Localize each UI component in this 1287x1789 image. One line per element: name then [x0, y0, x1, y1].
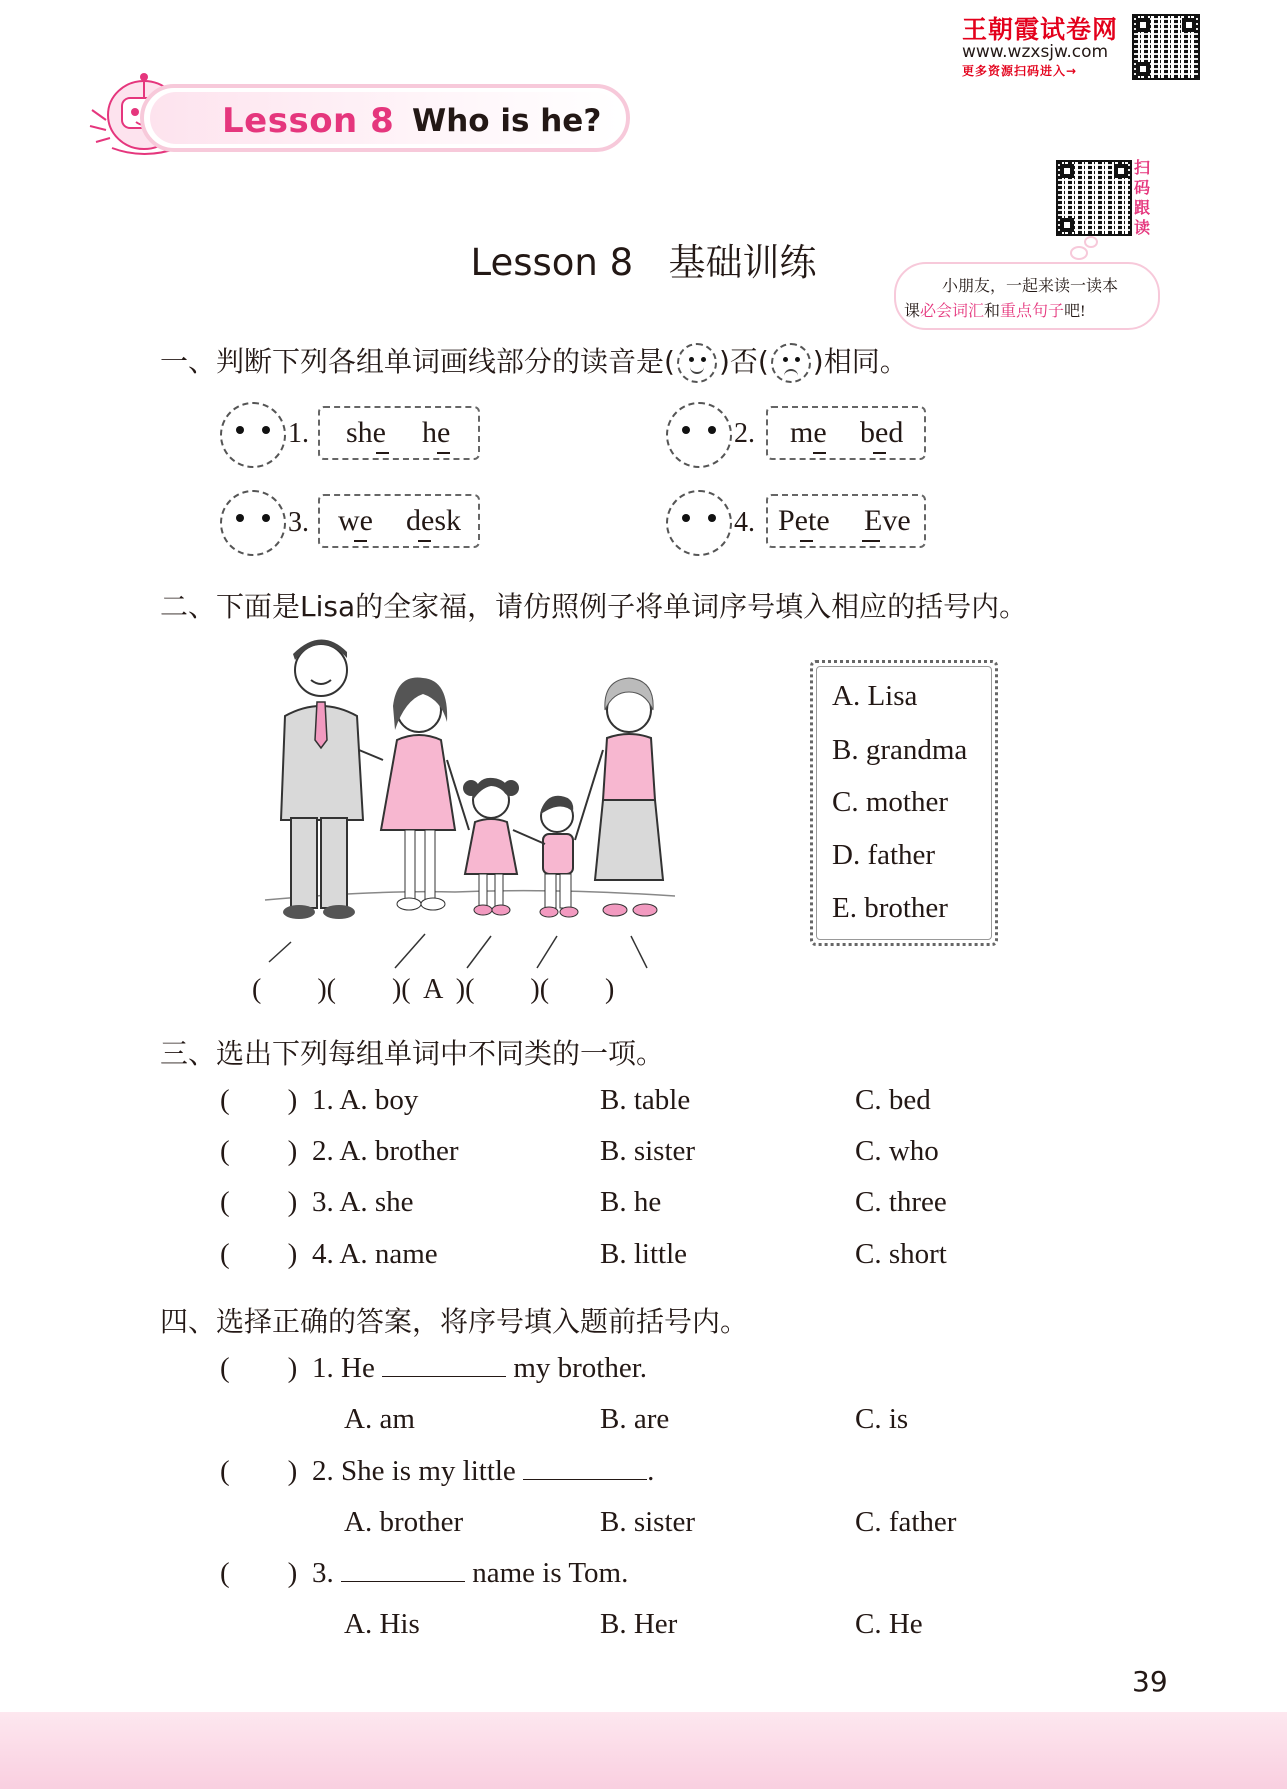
word: he: [422, 416, 451, 449]
qr-code-icon[interactable]: [1132, 14, 1200, 80]
item-number: 1.: [288, 418, 309, 449]
section-3-heading: 三、选出下列每组单词中不同类的一项。: [160, 1037, 665, 1070]
page-number: 39: [1132, 1665, 1168, 1698]
family-answer-blanks[interactable]: ( )( )( A )( )( ): [252, 974, 615, 1005]
scan-qr-code-icon[interactable]: [1056, 160, 1132, 236]
underline-mark: [813, 452, 826, 454]
item-number: 4.: [734, 507, 755, 538]
answer-face-1[interactable]: [220, 402, 286, 468]
underline-mark: [437, 452, 450, 454]
answer-paren[interactable]: ( ): [220, 1186, 298, 1218]
brand-url[interactable]: www.wzxsjw.com: [962, 42, 1109, 62]
word: bed: [860, 416, 904, 449]
answer-paren[interactable]: ( ): [220, 1135, 298, 1167]
underline-mark: [862, 540, 880, 542]
bubble-line-1: 小朋友，一起来读一读本: [942, 278, 1119, 295]
word: we: [338, 504, 373, 537]
underline-mark: [376, 452, 389, 454]
answer-paren[interactable]: ( ): [220, 1455, 298, 1487]
choice-c: C. is: [855, 1403, 909, 1435]
answer-face-4[interactable]: [666, 490, 732, 556]
choice-a: A. am: [344, 1403, 415, 1435]
lesson-title: Who is he?: [412, 103, 602, 139]
answer-face-2[interactable]: [666, 402, 732, 468]
question-option-a: 4. A. name: [312, 1238, 438, 1270]
word-pair-box: [318, 494, 480, 548]
answer-paren[interactable]: ( ): [220, 1084, 298, 1116]
question-option-b: B. he: [600, 1186, 662, 1218]
choice-b: B. are: [600, 1403, 670, 1435]
section-4-heading: 四、选择正确的答案，将序号填入题前括号内。: [160, 1305, 749, 1338]
word-pair-box: [318, 406, 480, 460]
choice-a: A. brother: [344, 1506, 464, 1538]
family-illustration: [255, 630, 695, 980]
word-pair-box: [766, 494, 926, 548]
choice-c: C. father: [855, 1506, 957, 1538]
bubble-dot: [1084, 236, 1098, 248]
bubble-line-2: 课必会词汇和重点句子吧!: [904, 303, 1086, 320]
underline-mark: [354, 540, 367, 542]
answer-paren[interactable]: ( ): [220, 1352, 298, 1384]
fill-blank[interactable]: [523, 1459, 647, 1480]
word: Pete: [778, 504, 830, 537]
underline-mark: [418, 540, 431, 542]
word-pair-box: [766, 406, 926, 460]
question-option-b: B. sister: [600, 1135, 696, 1167]
question-option-c: C. bed: [855, 1084, 931, 1116]
question-option-a: 1. A. boy: [312, 1084, 419, 1116]
choice-c: C. He: [855, 1608, 923, 1640]
word: me: [790, 416, 827, 449]
happy-face-icon: [677, 343, 717, 383]
word: she: [346, 416, 386, 449]
lesson-tag: Lesson 8: [222, 101, 395, 141]
item-number: 3.: [288, 507, 309, 538]
option-a: A. Lisa: [832, 680, 918, 712]
option-d: D. father: [832, 839, 936, 871]
word: desk: [406, 504, 461, 537]
answer-paren[interactable]: ( ): [220, 1238, 298, 1270]
question-option-b: B. little: [600, 1238, 687, 1270]
question-option-c: C. three: [855, 1186, 947, 1218]
word: Eve: [864, 504, 911, 537]
question-option-c: C. who: [855, 1135, 939, 1167]
answer-paren[interactable]: ( ): [220, 1557, 298, 1589]
footer-band: [0, 1712, 1287, 1789]
question-text: 2. She is my little .: [312, 1455, 655, 1487]
question-option-a: 2. A. brother: [312, 1135, 459, 1167]
option-b: B. grandma: [832, 734, 968, 766]
fill-blank[interactable]: [341, 1561, 465, 1582]
item-number: 2.: [734, 418, 755, 449]
underline-mark: [873, 452, 886, 454]
choice-b: B. sister: [600, 1506, 696, 1538]
question-text: 1. He my brother.: [312, 1352, 648, 1384]
bubble-dot: [1070, 246, 1088, 260]
section-2-heading: 二、下面是Lisa的全家福，请仿照例子将单词序号填入相应的括号内。: [160, 590, 1028, 623]
question-text: 3. name is Tom.: [312, 1557, 629, 1589]
page-title: Lesson 8 基础训练: [470, 241, 817, 284]
choice-a: A. His: [344, 1608, 420, 1640]
option-c: C. mother: [832, 786, 948, 818]
brand-more: 更多资源扫码进入→: [962, 64, 1078, 78]
question-option-a: 3. A. she: [312, 1186, 414, 1218]
question-option-c: C. short: [855, 1238, 947, 1270]
brand-name: 王朝霞试卷网: [962, 15, 1119, 44]
option-e: E. brother: [832, 892, 948, 924]
answer-face-3[interactable]: [220, 490, 286, 556]
sad-face-icon: [771, 343, 811, 383]
underline-mark: [800, 540, 813, 542]
choice-b: B. Her: [600, 1608, 678, 1640]
fill-blank[interactable]: [382, 1356, 506, 1377]
scan-label: 扫码跟读: [1134, 158, 1151, 237]
question-option-b: B. table: [600, 1084, 691, 1116]
section-1-heading: 一、判断下列各组单词画线部分的读音是( )否( )相同。: [160, 340, 908, 383]
